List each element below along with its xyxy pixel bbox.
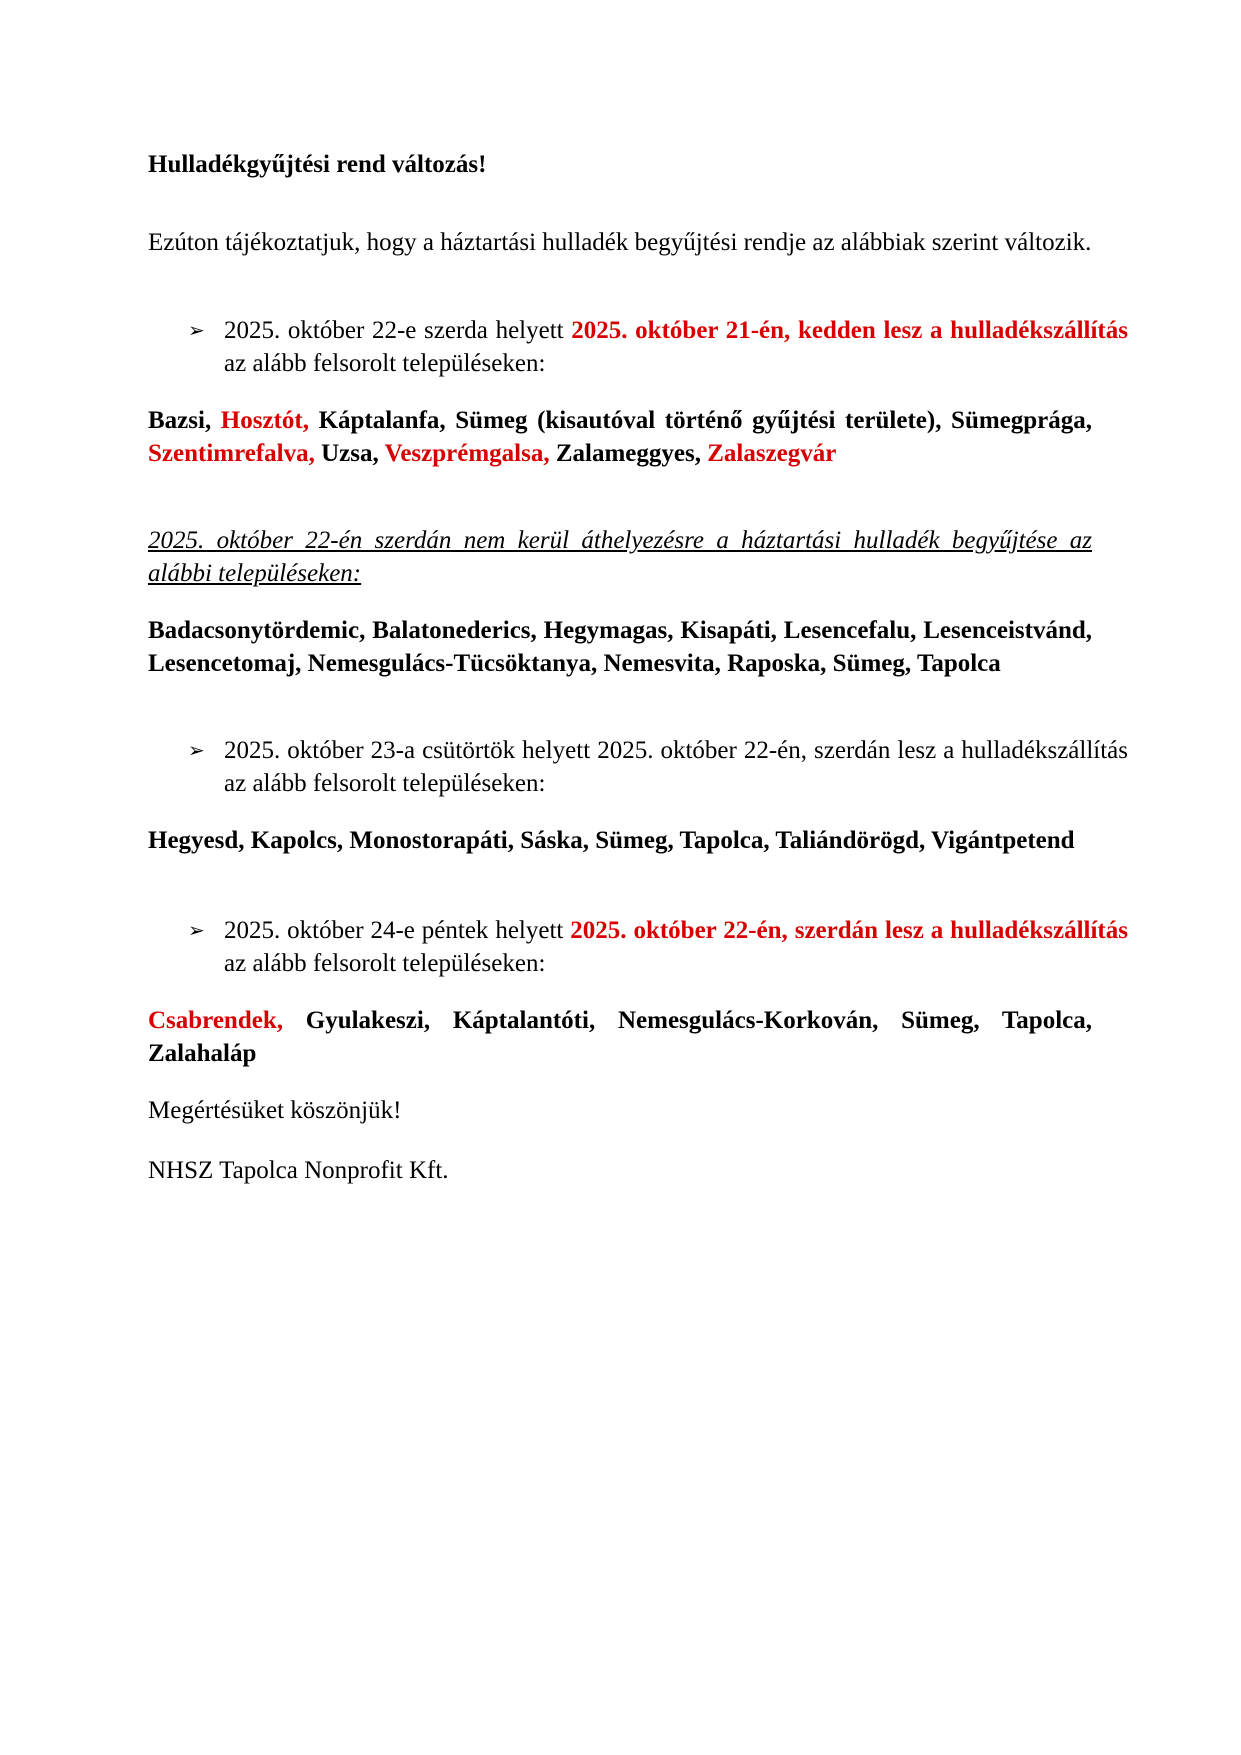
bullet-1-highlight: 2025. október 21-én, kedden lesz a hulladékszállítás — [571, 317, 1128, 344]
bullet-1-tail: az alább felsorolt településeken: — [224, 350, 546, 377]
bullet-item-1 — [188, 314, 1128, 380]
bullet-3-highlight: 2025. október 22-én, szerdán lesz a hulladékszállítás — [570, 917, 1128, 944]
bullet-item-2 — [188, 734, 1128, 800]
bullet-1-plain: 2025. október 22-e szerda helyett — [224, 317, 572, 344]
towns-list-4-rest: Gyulakeszi, Káptalantóti, Nemesgulács-Korkován, Sümeg, Tapolca, Zalahaláp — [148, 1007, 1092, 1067]
town-item: Zalaszegvár — [707, 440, 837, 467]
notice-paragraph: 2025. október 22-én szerdán nem kerül áthelyezésre a háztartási hulladék begyűjtése az alábbi településeken: — [148, 527, 1092, 587]
town-item: Zalameggyes, — [555, 440, 701, 467]
town-item: Sümegprága, — [951, 407, 1093, 434]
arrow-bullet-icon: ➢ — [188, 918, 205, 942]
towns-list-4 — [148, 1004, 1092, 1070]
town-item: Sümeg (kisautóval történő gyűjtési területe), — [455, 407, 942, 434]
town-item: Bazsi, — [148, 407, 212, 434]
towns-list-1 — [148, 404, 1092, 470]
bullet-2-text: 2025. október 23-a csütörtök helyett 2025. október 22-én, szerdán lesz a hulladékszállítás az alább felsorolt településeken: — [224, 737, 1128, 797]
town-item: Szentimrefalva, — [148, 440, 315, 467]
document-title: Hulladékgyűjtési rend változás! — [148, 151, 487, 178]
arrow-bullet-icon: ➢ — [188, 318, 205, 342]
towns-list-2: Badacsonytördemic, Balatonederics, Hegymagas, Kisapáti, Lesencefalu, Lesenceistvánd, Lesencetomaj, Nemesgulács-Tücsöktanya, Nemesvita, Raposka, Sümeg, Tapolca — [148, 617, 1092, 677]
town-item-red: Csabrendek, — [148, 1007, 283, 1034]
bullet-3-plain: 2025. október 24-e péntek helyett — [224, 917, 571, 944]
thanks-text: Megértésüket köszönjük! — [148, 1097, 402, 1124]
town-item: Káptalanfa, — [318, 407, 446, 434]
town-item: Veszprémgalsa, — [384, 440, 550, 467]
town-item: Hosztót, — [220, 407, 309, 434]
signature: NHSZ Tapolca Nonprofit Kft. — [148, 1157, 449, 1184]
town-item: Uzsa, — [321, 440, 379, 467]
towns-list-3: Hegyesd, Kapolcs, Monostorapáti, Sáska, Sümeg, Tapolca, Taliándörögd, Vigántpetend — [148, 827, 1075, 854]
bullet-3-tail: az alább felsorolt településeken: — [224, 950, 546, 977]
bullet-item-3 — [188, 914, 1128, 980]
arrow-bullet-icon: ➢ — [188, 738, 205, 762]
intro-paragraph: Ezúton tájékoztatjuk, hogy a háztartási hulladék begyűjtési rendje az alábbiak szerint változik. — [148, 229, 1092, 256]
